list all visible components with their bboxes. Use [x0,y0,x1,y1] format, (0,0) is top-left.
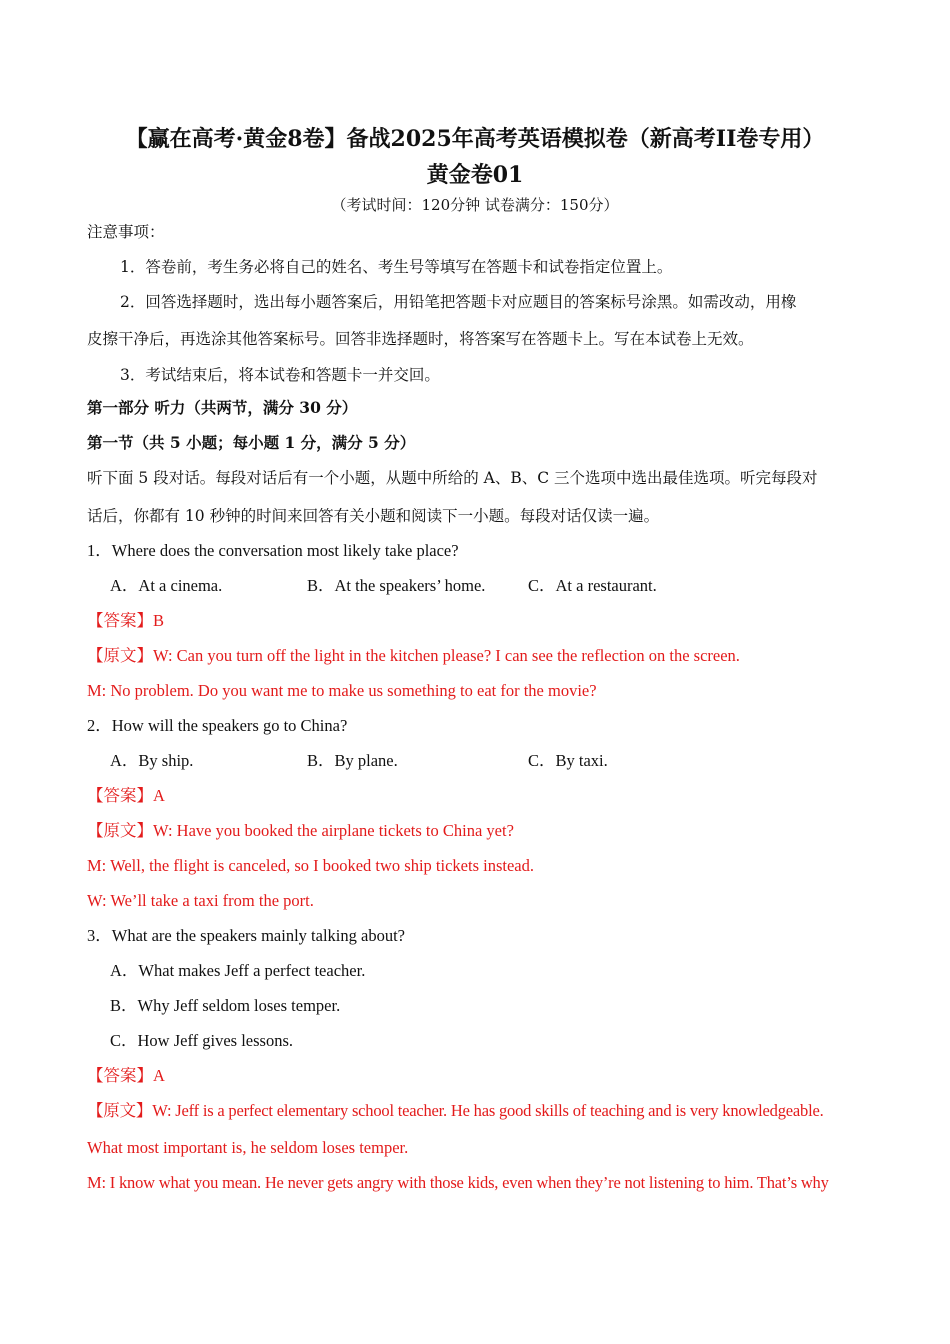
notes-heading: 注意事项： [87,223,165,241]
exam-time-score: （考试时间：120分钟 试卷满分：150分） [331,196,619,214]
question-3-transcript-line-1: 【原文】W: Jeff is a perfect elementary school teacher. He has good skills of teaching and is very knowledgeable. [87,1101,824,1120]
question-3-stem: 3．What are the speakers mainly talking about? [87,926,405,945]
section1-intro-line-1: 听下面 5 段对话。每段对话后有一个小题，从题中所给的 A、B、C 三个选项中选出最佳选项。听完每段对 [87,469,818,487]
question-1-answer: 【答案】B [87,611,165,630]
part1-heading: 第一部分 听力（共两节，满分 30 分） [87,398,358,417]
note-item-2-line-1: 2．回答选择题时，选出每小题答案后，用铅笔把答题卡对应题目的答案标号涂黑。如需改动，用橡 [120,293,797,311]
question-1-transcript-line-2: M: No problem. Do you want me to make us something to eat for the movie? [87,681,597,700]
section1-intro-line-2: 话后，你都有 10 秒钟的时间来回答有关小题和阅读下一小题。每段对话仅读一遍。 [87,507,660,525]
question-3-transcript-line-3: M: I know what you mean. He never gets angry with those kids, even when they’re not listening to him. That’s why [87,1173,829,1192]
question-3-option-b: B．Why Jeff seldom loses temper. [110,996,341,1015]
question-2-transcript-line-2: M: Well, the flight is canceled, so I booked two ship tickets instead. [87,856,534,875]
question-3-answer: 【答案】A [87,1066,165,1085]
question-1-option-a: A．At a cinema. [110,576,223,595]
exam-title: 【赢在高考·黄金8卷】备战2025年高考英语模拟卷（新高考II卷专用） [125,126,825,152]
question-2-transcript-line-1: 【原文】W: Have you booked the airplane tickets to China yet? [87,821,514,840]
note-item-2-line-2: 皮擦干净后，再选涂其他答案标号。回答非选择题时，将答案写在答题卡上。写在本试卷上无效。 [87,330,754,348]
note-item-3: 3．考试结束后，将本试卷和答题卡一并交回。 [120,366,440,384]
question-3-option-a: A．What makes Jeff a perfect teacher. [110,961,366,980]
question-2-answer: 【答案】A [87,786,165,805]
question-3-transcript-line-2: What most important is, he seldom loses temper. [87,1138,409,1157]
note-item-1: 1．答卷前，考生务必将自己的姓名、考生号等填写在答题卡和试卷指定位置上。 [120,258,673,276]
question-3-option-c: C．How Jeff gives lessons. [110,1031,294,1050]
exam-subtitle: 黄金卷01 [426,162,524,188]
question-2-option-a: A．By ship. [110,751,194,770]
question-2-option-c: C．By taxi. [528,751,608,770]
question-1-option-b: B．At the speakers’ home. [307,576,486,595]
section1-heading: 第一节（共 5 小题；每小题 1 分，满分 5 分） [87,433,416,452]
question-1-option-c: C．At a restaurant. [528,576,657,595]
question-2-transcript-line-3: W: We’ll take a taxi from the port. [87,891,314,910]
question-2-stem: 2．How will the speakers go to China? [87,716,348,735]
question-2-option-b: B．By plane. [307,751,398,770]
question-1-transcript-line-1: 【原文】W: Can you turn off the light in the kitchen please? I can see the reflection on the screen. [87,646,740,665]
question-1-stem: 1．Where does the conversation most likely take place? [87,541,459,560]
